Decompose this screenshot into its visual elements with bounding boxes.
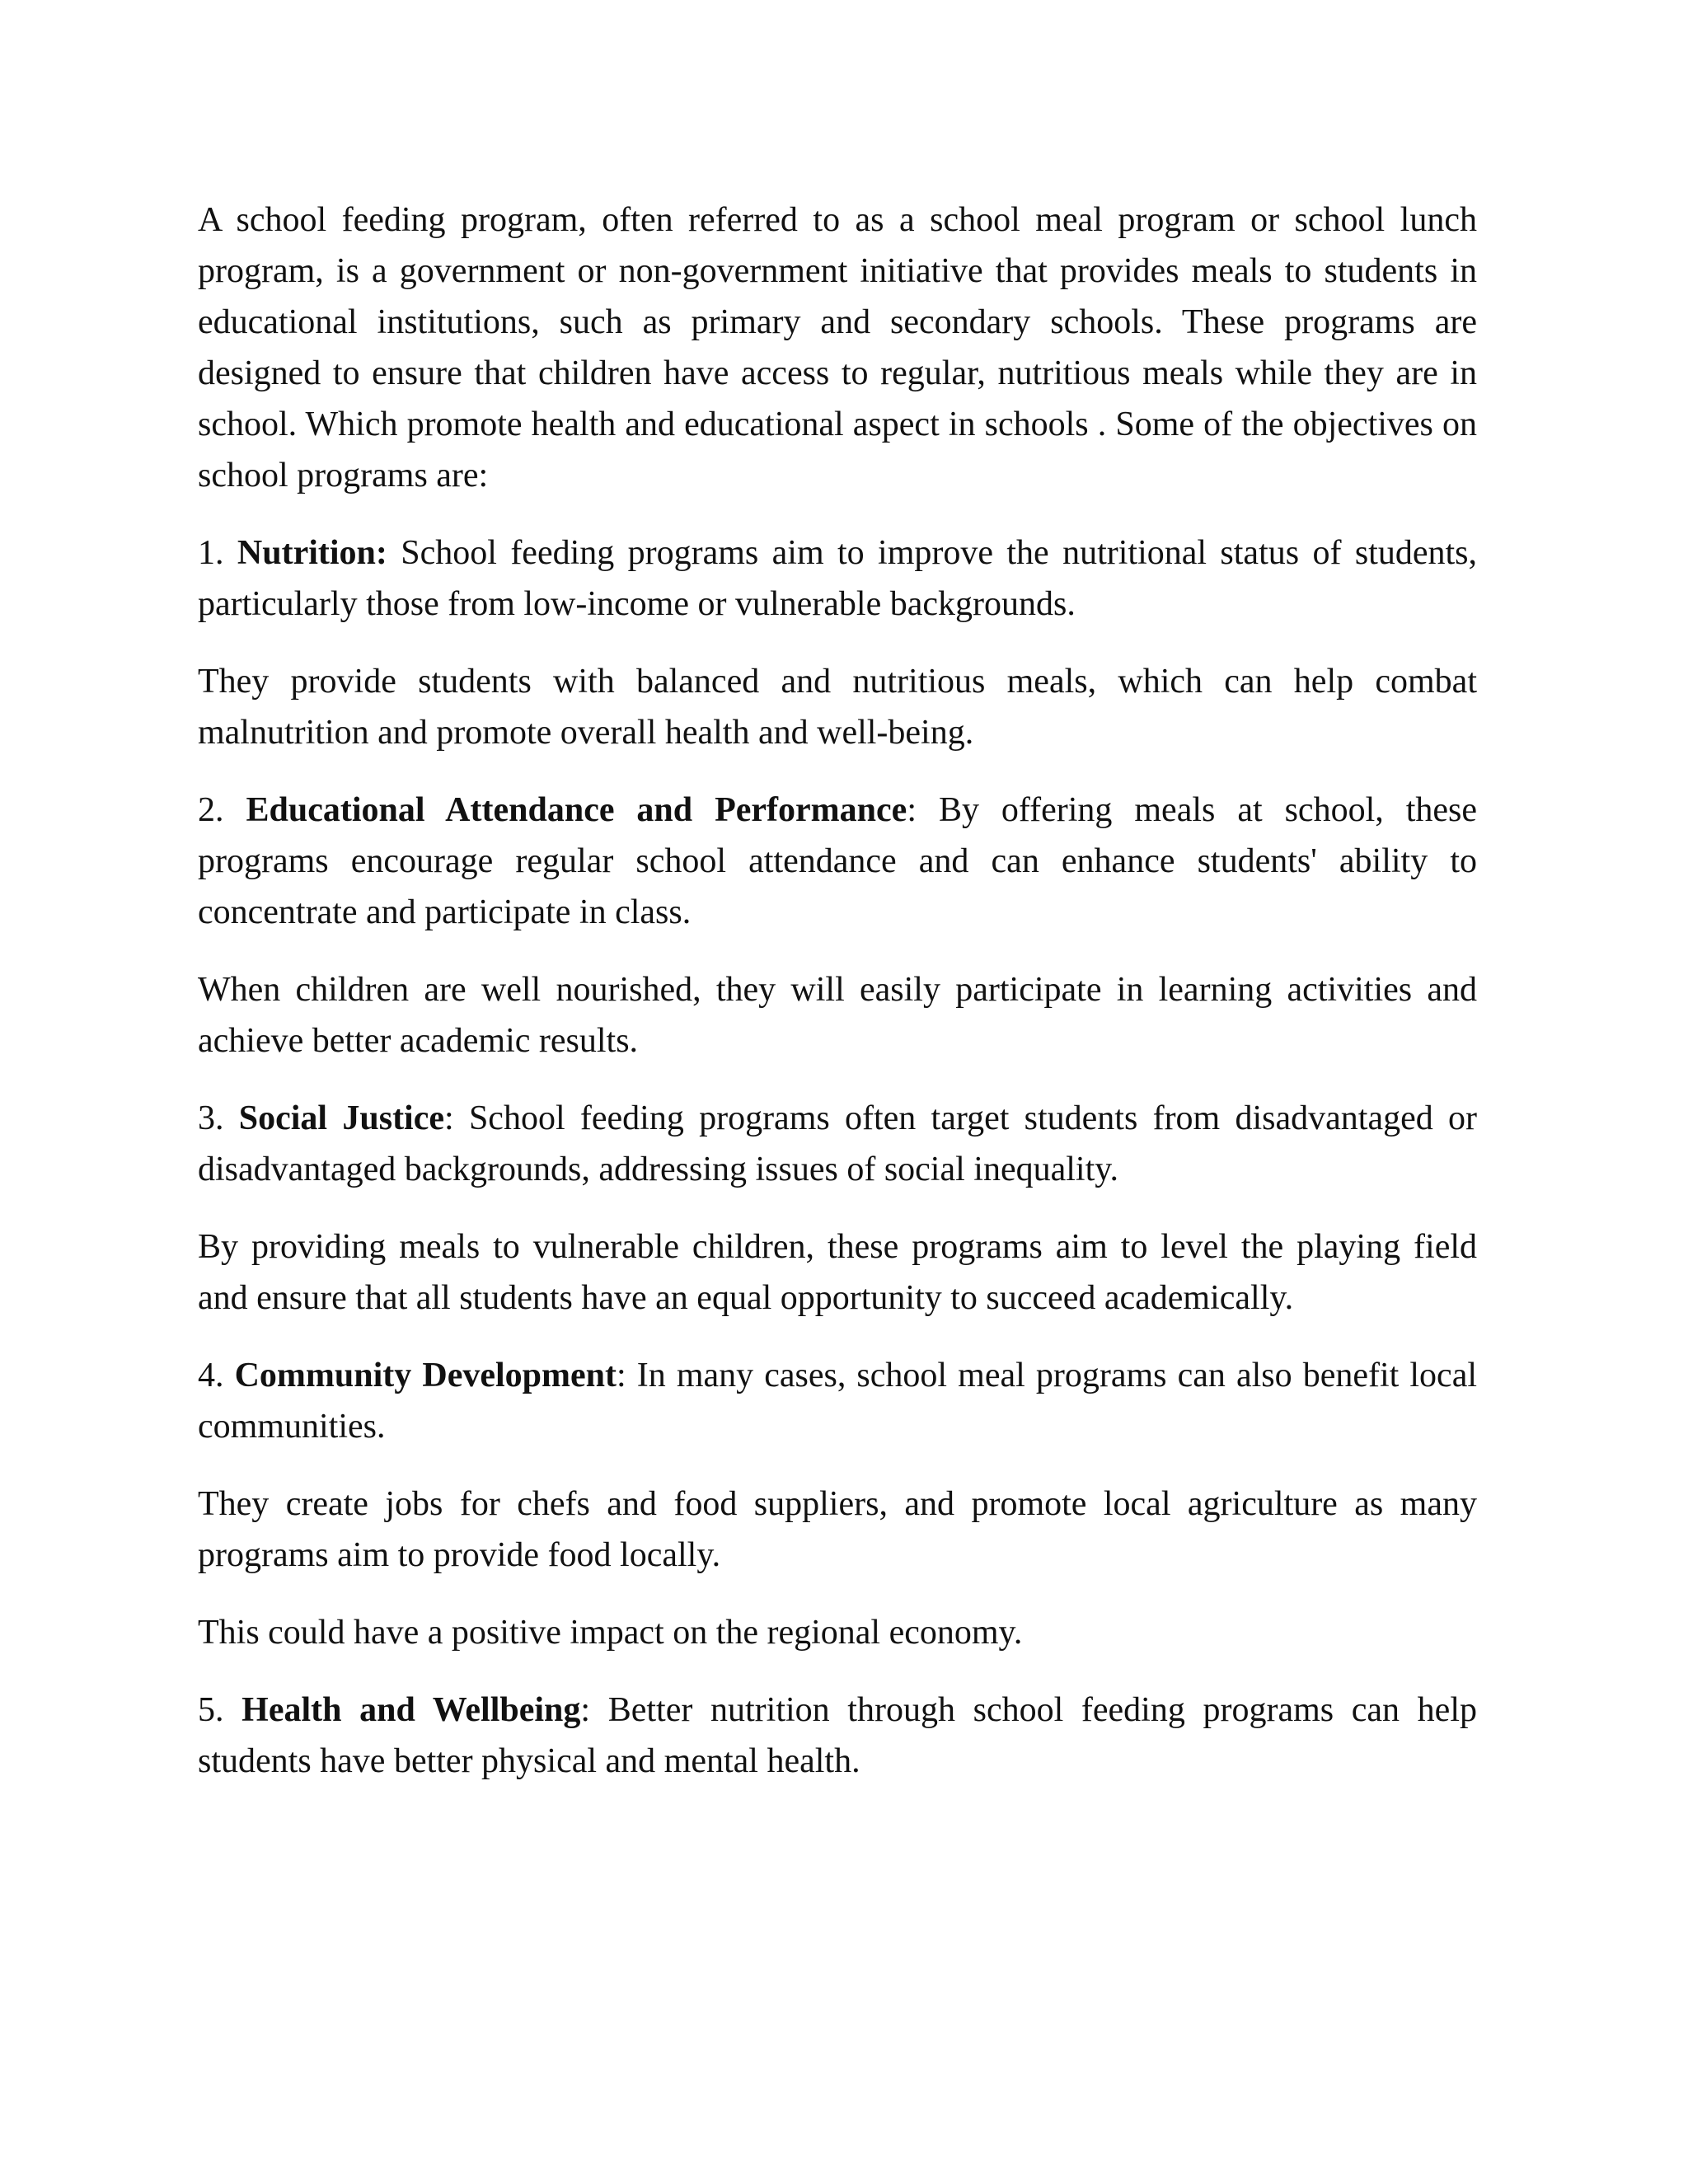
objective-social-justice	[198, 1093, 1477, 1195]
objective-number: 5.	[198, 1691, 242, 1729]
objective-number: 2.	[198, 791, 246, 829]
objective-text: By offering meals at school, these programs encourage regular school attendance and can enhance students' ability to concentrate and participate in class.	[198, 791, 1478, 931]
objective-text: School feeding programs often target students from disadvantaged or disadvantaged backgrounds, addressing issues of social inequality.	[198, 1099, 1477, 1188]
objective-nutrition	[198, 527, 1477, 630]
objective-text: School feeding programs aim to improve the nutritional status of students, particularly those from low-income or vulnerable backgrounds.	[198, 534, 1478, 623]
objective-term: Social Justice	[238, 1099, 445, 1137]
objective-health-wellbeing	[198, 1685, 1477, 1787]
objective-number: 4.	[198, 1357, 235, 1394]
objective-separator: :	[580, 1691, 591, 1729]
community-followup-economy: This could have a positive impact on the regional economy.	[198, 1614, 1023, 1652]
objective-separator: :	[616, 1357, 626, 1394]
objective-separator: :	[444, 1099, 454, 1137]
objective-text: In many cases, school meal programs can also benefit local communities.	[198, 1357, 1478, 1446]
objective-term: Health and Wellbeing	[241, 1691, 581, 1729]
document-body	[198, 194, 1477, 1813]
objective-educational-attendance	[198, 785, 1477, 938]
objective-text: Better nutrition through school feeding programs can help students have better physical and mental health.	[198, 1691, 1477, 1780]
educational-followup: When children are well nourished, they will easily participate in learning activities and achieve better academic results.	[198, 971, 1477, 1060]
nutrition-followup: They provide students with balanced and nutritious meals, which can help combat malnutrition and promote overall health and well-being.	[198, 663, 1477, 752]
objective-term: Educational Attendance and Performance	[246, 791, 907, 829]
objective-term: Community Development	[234, 1357, 617, 1394]
objective-number: 1.	[198, 534, 237, 572]
objective-number: 3.	[198, 1099, 239, 1137]
objective-separator: :	[907, 791, 917, 829]
objective-community-development	[198, 1350, 1477, 1452]
objective-term: Nutrition:	[237, 534, 387, 572]
intro-paragraph: A school feeding program, often referred to as a school meal program or school lunch program, is a government or non-government initiative that provides meals to students in educational institutions, such as primary and secondary schools. These programs are designed to ensure that children have access to regular, nutritious meals while they are in school. Which promote health and educational aspect in schools . Some of the objectives on school programs are:	[198, 201, 1477, 494]
social-justice-followup: By providing meals to vulnerable children, these programs aim to level the playing field and ensure that all students have an equal opportunity to succeed academically.	[198, 1228, 1477, 1317]
community-followup-jobs: They create jobs for chefs and food suppliers, and promote local agriculture as many programs aim to provide food locally.	[198, 1485, 1477, 1574]
